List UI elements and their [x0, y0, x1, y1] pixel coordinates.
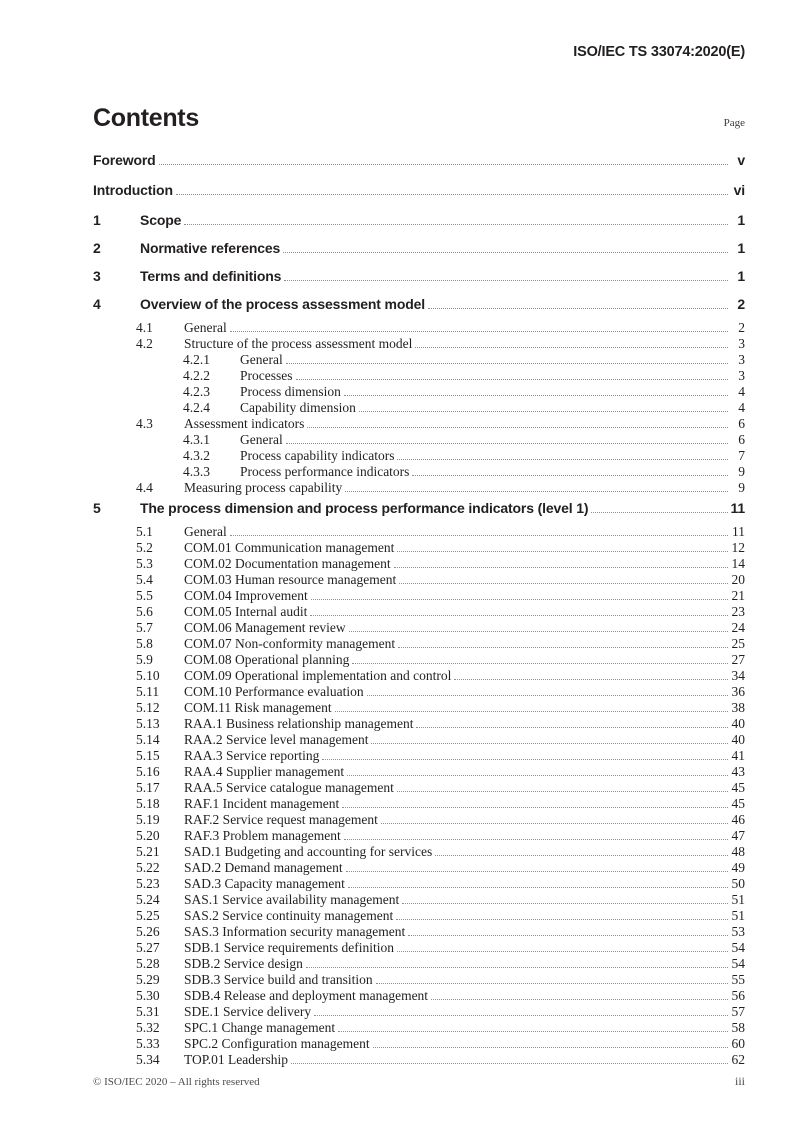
- toc-entry[interactable]: [93, 925, 745, 941]
- toc-entry-title: SDE.1 Service delivery: [184, 1004, 312, 1019]
- toc-entry-page-number: 21: [731, 588, 745, 603]
- toc-entry-number: 5.32: [136, 1020, 160, 1035]
- toc-dot-leader: [396, 919, 728, 920]
- toc-entry-page-number: 62: [731, 1052, 745, 1067]
- toc-entry[interactable]: [93, 669, 745, 685]
- toc-entry-page-number: 2: [738, 320, 745, 335]
- toc-entry-number: 5.16: [136, 764, 160, 779]
- toc-entry[interactable]: [93, 637, 745, 653]
- toc-dot-leader: [347, 775, 728, 776]
- toc-entry-page-number: 7: [738, 448, 745, 463]
- toc-dot-leader: [416, 727, 728, 728]
- toc-entry-page-number: 54: [731, 956, 745, 971]
- toc-entry-title: Introduction: [93, 182, 173, 198]
- toc-dot-leader: [367, 695, 728, 696]
- toc-entry-page-number: 55: [731, 972, 745, 987]
- toc-entry[interactable]: [93, 829, 745, 845]
- toc-entry-page-number: 58: [731, 1020, 745, 1035]
- toc-dot-leader: [338, 1031, 728, 1032]
- toc-entry-number: 5.28: [136, 956, 160, 971]
- toc-entry[interactable]: [93, 481, 745, 497]
- toc-entry[interactable]: [93, 401, 745, 417]
- toc-entry-number: 5.20: [136, 828, 160, 843]
- toc-entry-number: 5.7: [136, 620, 153, 635]
- toc-dot-leader: [307, 427, 728, 428]
- toc-entry-title: Process performance indicators: [240, 464, 410, 479]
- toc-entry[interactable]: [93, 1021, 745, 1037]
- toc-entry-number: 5.34: [136, 1052, 160, 1067]
- toc-entry[interactable]: [93, 449, 745, 465]
- toc-dot-leader: [352, 663, 728, 664]
- toc-entry-title: General: [184, 320, 227, 335]
- toc-entry-page-number: 1: [737, 268, 745, 284]
- toc-entry-number: 5.5: [136, 588, 153, 603]
- toc-entry-number: 5.23: [136, 876, 160, 891]
- table-of-contents: [93, 153, 745, 1069]
- toc-entry-title: Terms and definitions: [140, 268, 282, 284]
- toc-entry-title: SDB.2 Service design: [184, 956, 303, 971]
- toc-dot-leader: [428, 308, 728, 309]
- toc-entry[interactable]: [93, 433, 745, 449]
- toc-dot-leader: [296, 379, 729, 380]
- toc-entry-title: Capability dimension: [240, 400, 356, 415]
- toc-entry[interactable]: [93, 589, 745, 605]
- toc-dot-leader: [402, 903, 728, 904]
- toc-entry[interactable]: [93, 465, 745, 481]
- toc-entry[interactable]: [93, 369, 745, 385]
- toc-entry[interactable]: [93, 297, 745, 321]
- contents-header-row: [93, 104, 745, 133]
- toc-entry-page-number: 40: [731, 732, 745, 747]
- toc-entry-page-number: 47: [731, 828, 745, 843]
- toc-entry-page-number: 43: [731, 764, 745, 779]
- toc-entry[interactable]: [93, 749, 745, 765]
- toc-dot-leader: [230, 535, 728, 536]
- toc-entry-number: 5.22: [136, 860, 160, 875]
- toc-entry[interactable]: [93, 337, 745, 353]
- toc-entry-title: General: [240, 352, 283, 367]
- toc-entry-title: Normative references: [140, 240, 281, 256]
- toc-entry[interactable]: [93, 269, 745, 293]
- toc-entry-number: 5.19: [136, 812, 160, 827]
- toc-entry-title: RAA.5 Service catalogue management: [184, 780, 394, 795]
- toc-dot-leader: [346, 871, 728, 872]
- toc-entry[interactable]: [93, 183, 745, 209]
- toc-entry-title: Process capability indicators: [240, 448, 395, 463]
- toc-dot-leader: [310, 615, 728, 616]
- page-title: Contents: [93, 104, 199, 132]
- toc-entry-number: 4.3.2: [183, 448, 210, 463]
- toc-entry[interactable]: [93, 417, 745, 433]
- toc-dot-leader: [381, 823, 728, 824]
- toc-entry[interactable]: [93, 557, 745, 573]
- toc-entry-number: 4.2.4: [183, 400, 210, 415]
- toc-dot-leader: [284, 280, 728, 281]
- toc-entry-page-number: 2: [737, 296, 745, 312]
- toc-entry-number: 5.6: [136, 604, 153, 619]
- toc-entry-title: Structure of the process assessment model: [184, 336, 413, 351]
- toc-dot-leader: [454, 679, 728, 680]
- toc-entry-page-number: 53: [731, 924, 745, 939]
- toc-entry-title: Process dimension: [240, 384, 341, 399]
- toc-entry-page-number: 3: [738, 336, 745, 351]
- toc-entry[interactable]: [93, 765, 745, 781]
- toc-entry-title: COM.11 Risk management: [184, 700, 332, 715]
- toc-entry[interactable]: [93, 353, 745, 369]
- toc-entry[interactable]: [93, 845, 745, 861]
- toc-entry-number: 5.27: [136, 940, 160, 955]
- toc-entry[interactable]: [93, 385, 745, 401]
- toc-entry[interactable]: [93, 877, 745, 893]
- toc-entry-page-number: 3: [738, 352, 745, 367]
- toc-dot-leader: [435, 855, 728, 856]
- toc-entry-number: 5.11: [136, 684, 160, 699]
- toc-entry-page-number: 45: [731, 780, 745, 795]
- toc-entry-title: SDB.3 Service build and transition: [184, 972, 373, 987]
- toc-entry-number: 5.15: [136, 748, 160, 763]
- toc-entry-number: 4.3.1: [183, 432, 210, 447]
- toc-entry-title: Processes: [240, 368, 293, 383]
- toc-dot-leader: [286, 443, 728, 444]
- toc-entry-page-number: 51: [731, 892, 745, 907]
- toc-entry-number: 5.3: [136, 556, 153, 571]
- toc-entry-number: 5.21: [136, 844, 160, 859]
- toc-entry-title: RAF.2 Service request management: [184, 812, 378, 827]
- toc-entry-title: SDB.1 Service requirements definition: [184, 940, 394, 955]
- document-footer: [93, 1074, 745, 1089]
- toc-entry-title: RAF.3 Problem management: [184, 828, 341, 843]
- toc-entry-title: Foreword: [93, 152, 156, 168]
- toc-entry-number: 5.33: [136, 1036, 160, 1051]
- toc-entry-number: 5.29: [136, 972, 160, 987]
- toc-entry-number: 1: [93, 212, 101, 228]
- toc-entry[interactable]: [93, 213, 745, 237]
- toc-entry-title: TOP.01 Leadership: [184, 1052, 288, 1067]
- toc-dot-leader: [349, 631, 728, 632]
- toc-entry-page-number: 6: [738, 416, 745, 431]
- document-header-standard-ref: ISO/IEC TS 33074:2020(E): [573, 44, 745, 60]
- toc-entry-title: COM.06 Management review: [184, 620, 346, 635]
- page-column-label: Page: [723, 117, 745, 129]
- toc-entry[interactable]: [93, 653, 745, 669]
- toc-entry[interactable]: [93, 685, 745, 701]
- toc-entry-title: Measuring process capability: [184, 480, 343, 495]
- toc-entry-title: COM.05 Internal audit: [184, 604, 308, 619]
- toc-entry-page-number: 9: [738, 464, 745, 479]
- toc-entry-page-number: 50: [731, 876, 745, 891]
- toc-entry-title: COM.08 Operational planning: [184, 652, 350, 667]
- toc-entry-page-number: 51: [731, 908, 745, 923]
- footer-copyright: © ISO/IEC 2020 – All rights reserved: [93, 1076, 260, 1088]
- toc-entry[interactable]: [93, 909, 745, 925]
- toc-entry-page-number: 34: [731, 668, 745, 683]
- toc-entry-page-number: 11: [730, 500, 745, 516]
- toc-dot-leader: [373, 1047, 728, 1048]
- toc-entry[interactable]: [93, 605, 745, 621]
- toc-entry-title: SAD.3 Capacity management: [184, 876, 345, 891]
- toc-entry-page-number: 36: [731, 684, 745, 699]
- footer-page-number: iii: [734, 1074, 745, 1088]
- toc-entry-title: General: [184, 524, 227, 539]
- toc-entry-title: Overview of the process assessment model: [140, 296, 426, 312]
- toc-entry-number: 5.13: [136, 716, 160, 731]
- toc-entry-title: SPC.2 Configuration management: [184, 1036, 370, 1051]
- toc-entry-page-number: 48: [731, 844, 745, 859]
- toc-entry-page-number: 12: [731, 540, 745, 555]
- toc-dot-leader: [348, 887, 728, 888]
- toc-entry-number: 5.4: [136, 572, 153, 587]
- toc-entry-title: Assessment indicators: [184, 416, 305, 431]
- toc-entry-number: 5.25: [136, 908, 160, 923]
- toc-dot-leader: [397, 459, 728, 460]
- toc-dot-leader: [314, 1015, 728, 1016]
- toc-entry-page-number: 3: [738, 368, 745, 383]
- toc-entry-number: 5.17: [136, 780, 160, 795]
- toc-entry-number: 4.2.2: [183, 368, 210, 383]
- toc-entry-number: 5.10: [136, 668, 160, 683]
- toc-entry-title: Scope: [140, 212, 182, 228]
- toc-entry-page-number: 4: [738, 400, 745, 415]
- toc-entry-page-number: 38: [731, 700, 745, 715]
- toc-entry-number: 5.2: [136, 540, 153, 555]
- toc-entry-title: COM.10 Performance evaluation: [184, 684, 364, 699]
- toc-entry[interactable]: [93, 621, 745, 637]
- toc-entry-title: SDB.4 Release and deployment management: [184, 988, 429, 1003]
- toc-entry[interactable]: [93, 701, 745, 717]
- toc-dot-leader: [431, 999, 728, 1000]
- toc-entry-title: SAD.2 Demand management: [184, 860, 343, 875]
- toc-entry-page-number: 45: [731, 796, 745, 811]
- toc-dot-leader: [371, 743, 728, 744]
- toc-entry-page-number: 60: [731, 1036, 745, 1051]
- toc-entry-page-number: 1: [737, 212, 745, 228]
- toc-entry-number: 5.1: [136, 524, 153, 539]
- toc-entry-title: RAA.3 Service reporting: [184, 748, 320, 763]
- toc-entry[interactable]: [93, 813, 745, 829]
- toc-dot-leader: [397, 951, 728, 952]
- toc-entry-number: 5.24: [136, 892, 160, 907]
- toc-entry-number: 5: [93, 500, 101, 516]
- toc-entry[interactable]: [93, 797, 745, 813]
- toc-dot-leader: [359, 411, 728, 412]
- toc-entry-number: 4.4: [136, 480, 153, 495]
- toc-entry-page-number: vi: [733, 182, 745, 198]
- toc-dot-leader: [344, 395, 728, 396]
- toc-entry-number: 4.3.3: [183, 464, 210, 479]
- toc-dot-leader: [286, 363, 728, 364]
- toc-entry-number: 4.1: [136, 320, 153, 335]
- toc-entry-number: 5.9: [136, 652, 153, 667]
- toc-entry-title: COM.04 Improvement: [184, 588, 308, 603]
- toc-entry-title: The process dimension and process performance indicators (level 1): [140, 500, 589, 516]
- toc-entry-number: 5.26: [136, 924, 160, 939]
- toc-entry-title: SAS.1 Service availability management: [184, 892, 400, 907]
- toc-entry-page-number: 41: [731, 748, 745, 763]
- toc-entry-page-number: v: [737, 152, 745, 168]
- toc-entry[interactable]: [93, 321, 745, 337]
- toc-entry-title: COM.01 Communication management: [184, 540, 395, 555]
- toc-entry-number: 4.2.3: [183, 384, 210, 399]
- toc-entry-title: COM.09 Operational implementation and control: [184, 668, 452, 683]
- toc-entry-number: 3: [93, 268, 101, 284]
- toc-dot-leader: [398, 647, 728, 648]
- toc-entry[interactable]: [93, 861, 745, 877]
- toc-entry-page-number: 24: [731, 620, 745, 635]
- toc-entry[interactable]: [93, 241, 745, 265]
- toc-entry-title: RAF.1 Incident management: [184, 796, 340, 811]
- toc-dot-leader: [230, 331, 728, 332]
- toc-entry-page-number: 9: [738, 480, 745, 495]
- toc-entry-page-number: 25: [731, 636, 745, 651]
- toc-entry-page-number: 49: [731, 860, 745, 875]
- toc-entry[interactable]: [93, 733, 745, 749]
- toc-entry-number: 4: [93, 296, 101, 312]
- toc-dot-leader: [159, 164, 728, 165]
- toc-dot-leader: [335, 711, 728, 712]
- toc-entry-page-number: 11: [732, 524, 745, 539]
- toc-dot-leader: [376, 983, 728, 984]
- toc-dot-leader: [591, 512, 727, 513]
- toc-entry-number: 2: [93, 240, 101, 256]
- toc-entry-number: 5.8: [136, 636, 153, 651]
- toc-dot-leader: [344, 839, 728, 840]
- toc-entry-number: 5.14: [136, 732, 160, 747]
- toc-entry-number: 5.12: [136, 700, 160, 715]
- toc-entry-page-number: 56: [731, 988, 745, 1003]
- toc-dot-leader: [184, 224, 728, 225]
- toc-entry-title: SPC.1 Change management: [184, 1020, 336, 1035]
- toc-dot-leader: [394, 567, 728, 568]
- toc-entry[interactable]: [93, 893, 745, 909]
- toc-dot-leader: [397, 551, 728, 552]
- toc-entry-number: 4.2.1: [183, 352, 210, 367]
- toc-dot-leader: [311, 599, 728, 600]
- toc-dot-leader: [283, 252, 728, 253]
- toc-entry[interactable]: [93, 1053, 745, 1069]
- toc-entry[interactable]: [93, 1037, 745, 1053]
- toc-entry-number: 5.18: [136, 796, 160, 811]
- toc-entry-number: 5.31: [136, 1004, 160, 1019]
- toc-entry-title: COM.07 Non-conformity management: [184, 636, 396, 651]
- toc-entry-title: COM.02 Documentation management: [184, 556, 391, 571]
- toc-entry-title: SAS.2 Service continuity management: [184, 908, 394, 923]
- toc-entry-page-number: 6: [738, 432, 745, 447]
- toc-entry-page-number: 1: [737, 240, 745, 256]
- toc-entry-title: General: [240, 432, 283, 447]
- toc-dot-leader: [291, 1063, 728, 1064]
- toc-entry-page-number: 14: [731, 556, 745, 571]
- toc-entry[interactable]: [93, 153, 745, 179]
- toc-entry[interactable]: [93, 525, 745, 541]
- toc-entry-page-number: 46: [731, 812, 745, 827]
- toc-dot-leader: [342, 807, 728, 808]
- toc-dot-leader: [306, 967, 728, 968]
- toc-entry-number: 4.3: [136, 416, 153, 431]
- toc-entry-title: RAA.4 Supplier management: [184, 764, 345, 779]
- toc-entry[interactable]: [93, 941, 745, 957]
- toc-entry-page-number: 40: [731, 716, 745, 731]
- toc-entry[interactable]: [93, 989, 745, 1005]
- toc-entry[interactable]: [93, 501, 745, 525]
- toc-entry-page-number: 54: [731, 940, 745, 955]
- toc-entry[interactable]: [93, 541, 745, 557]
- toc-entry-title: SAS.3 Information security management: [184, 924, 406, 939]
- toc-entry-title: RAA.2 Service level management: [184, 732, 369, 747]
- toc-entry-number: 4.2: [136, 336, 153, 351]
- toc-entry[interactable]: [93, 573, 745, 589]
- toc-entry-title: RAA.1 Business relationship management: [184, 716, 414, 731]
- toc-entry[interactable]: [93, 973, 745, 989]
- toc-entry-title: SAD.1 Budgeting and accounting for services: [184, 844, 433, 859]
- toc-dot-leader: [408, 935, 728, 936]
- toc-entry-title: COM.03 Human resource management: [184, 572, 397, 587]
- toc-entry-page-number: 4: [738, 384, 745, 399]
- toc-entry-number: 5.30: [136, 988, 160, 1003]
- toc-entry[interactable]: [93, 957, 745, 973]
- toc-dot-leader: [415, 347, 728, 348]
- toc-dot-leader: [399, 583, 728, 584]
- toc-entry-page-number: 23: [731, 604, 745, 619]
- toc-dot-leader: [176, 194, 728, 195]
- toc-entry[interactable]: [93, 1005, 745, 1021]
- toc-entry-page-number: 20: [731, 572, 745, 587]
- toc-entry-page-number: 57: [731, 1004, 745, 1019]
- toc-dot-leader: [412, 475, 728, 476]
- toc-entry[interactable]: [93, 717, 745, 733]
- toc-entry[interactable]: [93, 781, 745, 797]
- toc-dot-leader: [322, 759, 728, 760]
- toc-dot-leader: [397, 791, 728, 792]
- toc-dot-leader: [345, 491, 728, 492]
- toc-entry-page-number: 27: [731, 652, 745, 667]
